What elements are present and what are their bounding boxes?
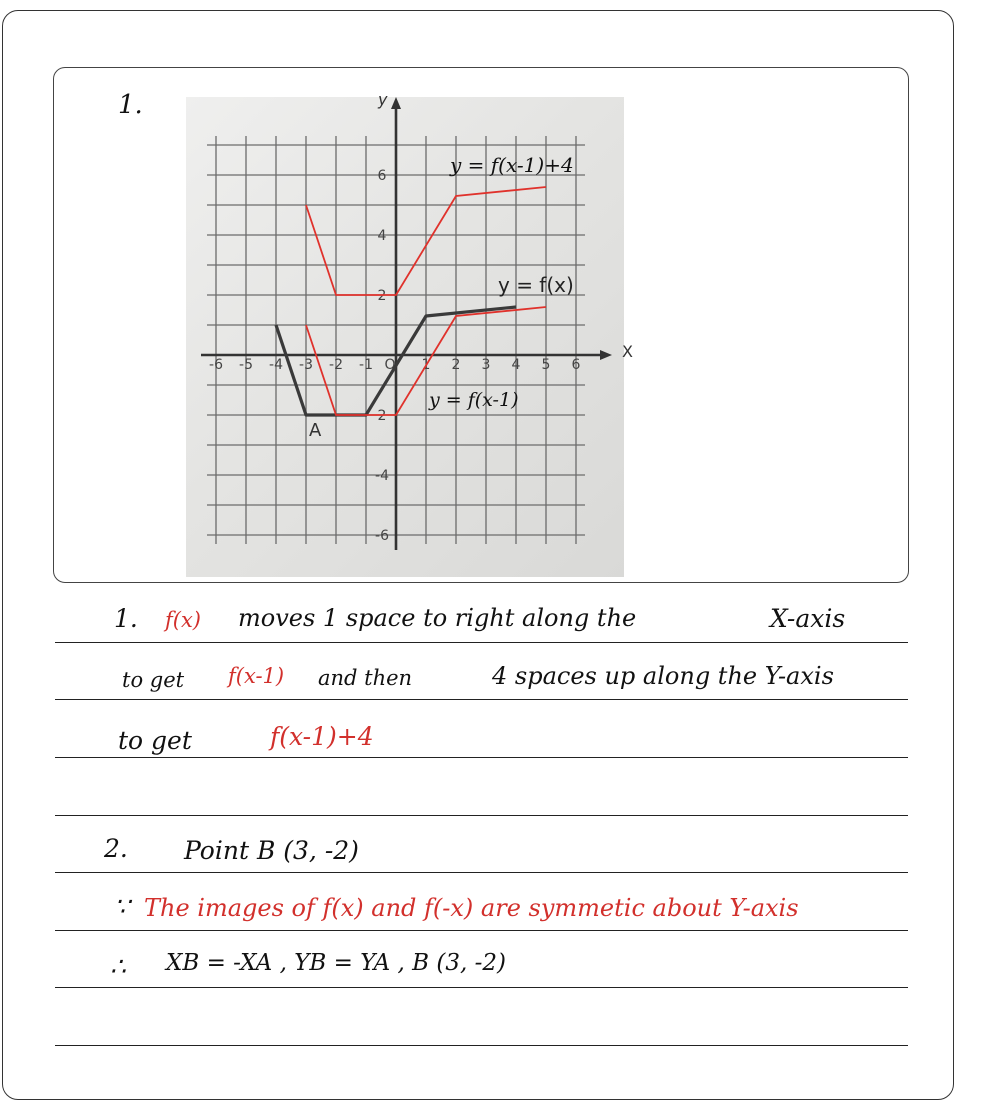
point-a-label: A <box>309 420 322 441</box>
coordinates-text: XB = -XA , YB = YA , B (3, -2) <box>166 950 506 976</box>
step-number: 2. <box>104 834 128 863</box>
ruled-line <box>55 987 908 988</box>
y-tick-label: 4 <box>377 228 387 244</box>
y-tick-label: -4 <box>375 468 389 484</box>
ruled-line <box>55 930 908 931</box>
axis-text: X-axis <box>770 604 846 633</box>
fx-shift-text: f(x-1) <box>228 664 285 688</box>
y-tick-label: -6 <box>375 528 389 544</box>
fx-text: f(x) <box>165 608 202 632</box>
x-tick-label: -3 <box>299 357 313 373</box>
to-get-text: to get <box>118 726 192 755</box>
explanation-text: 4 spaces up along the Y-axis <box>492 662 834 690</box>
x-axis-arrow <box>600 350 612 360</box>
x-tick-label: 2 <box>451 357 461 373</box>
ruled-line <box>55 642 908 643</box>
explanation-text: and then <box>318 666 413 690</box>
x-tick-label: -6 <box>209 357 223 373</box>
explanation-text: moves 1 space to right along the <box>238 604 637 632</box>
point-b-text: Point B (3, -2) <box>184 836 359 865</box>
y-tick-label: 2 <box>377 288 387 304</box>
fx-shift-up-text: f(x-1)+4 <box>270 722 374 751</box>
label-fx-minus-1: y = f(x-1) <box>429 389 519 411</box>
ruled-line <box>55 699 908 700</box>
x-axis-label: X <box>622 342 633 361</box>
to-get-text: to get <box>122 668 185 692</box>
ruled-line <box>55 815 908 816</box>
x-tick-label: 4 <box>511 357 521 373</box>
y-axis-label: y <box>378 90 388 109</box>
ruled-line <box>55 872 908 873</box>
graph-photo <box>186 90 633 577</box>
label-fx-minus-1-plus-4: y = f(x-1)+4 <box>450 153 574 177</box>
y-axis-arrow <box>391 97 401 109</box>
therefore-symbol: ∴ <box>110 952 126 981</box>
y-tick-label: 2 <box>377 408 387 424</box>
symmetry-text: The images of f(x) and f(-x) are symmetic about Y-axis <box>144 894 799 922</box>
problem-number: 1. <box>118 90 143 120</box>
y-tick-label: 6 <box>377 168 387 184</box>
x-tick-label: -5 <box>239 357 253 373</box>
x-tick-label: 1 <box>421 357 431 373</box>
x-tick-label: -1 <box>359 357 373 373</box>
x-tick-label: 6 <box>571 357 581 373</box>
x-tick-label: 3 <box>481 357 491 373</box>
ruled-line <box>55 1045 908 1046</box>
label-fx: y = f(x) <box>498 273 574 297</box>
function-graph <box>186 90 633 577</box>
because-symbol: ∵ <box>114 892 130 921</box>
step-number: 1. <box>114 604 138 633</box>
x-tick-label: -4 <box>269 357 283 373</box>
x-tick-label: -2 <box>329 357 343 373</box>
x-tick-label: O <box>384 357 396 373</box>
x-tick-label: 5 <box>541 357 551 373</box>
ruled-line <box>55 757 908 758</box>
